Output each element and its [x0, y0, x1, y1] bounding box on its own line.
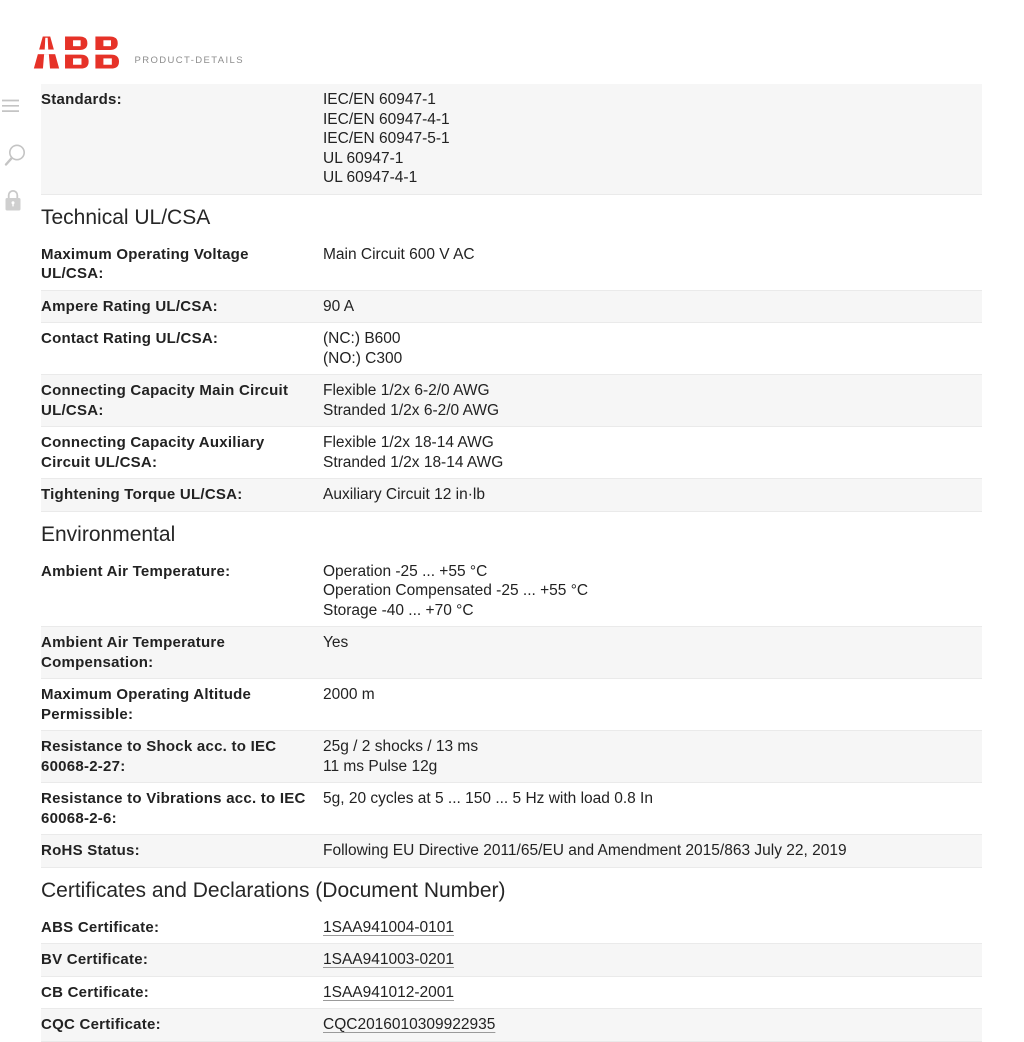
spec-value	[323, 918, 454, 938]
spec-value-line: UL 60947-1	[323, 149, 404, 167]
spec-value-line: 25g / 2 shocks / 13 ms	[323, 738, 479, 755]
menu-button[interactable]	[2, 98, 20, 114]
spec-value-line: (NO:) C300	[323, 349, 403, 367]
header	[0, 0, 1024, 84]
spec-row	[41, 479, 982, 512]
spec-label: RoHS Status:	[41, 842, 140, 859]
spec-value	[323, 1015, 495, 1035]
section-rows	[41, 239, 982, 512]
spec-value-line: Operation Compensated -25 ... +55 °C	[323, 582, 589, 599]
spec-value-line: Auxiliary Circuit 12 in·lb	[323, 486, 485, 503]
spec-value	[323, 789, 653, 809]
spec-row	[41, 944, 982, 977]
spec-value	[323, 245, 475, 265]
spec-value	[323, 737, 478, 776]
page-subtitle: PRODUCT-DETAILS	[134, 55, 244, 66]
spec-label: Tightening Torque UL/CSA:	[41, 486, 243, 503]
certificate-link[interactable]: 1SAA941003-0201	[323, 951, 455, 968]
spec-value	[323, 381, 499, 420]
spec-label: Maximum Operating Voltage UL/CSA:	[41, 245, 249, 282]
certificate-link[interactable]: 1SAA941004-0101	[323, 918, 455, 936]
spec-table	[41, 84, 982, 1042]
certificate-link[interactable]: 1SAA941012-2001	[323, 983, 455, 1001]
section-heading: Environmental	[41, 522, 176, 546]
spec-value-line: IEC/EN 60947-5-1	[323, 130, 450, 147]
spec-row	[41, 239, 982, 291]
spec-value-line: Flexible 1/2x 18-14 AWG	[323, 434, 494, 451]
spec-value	[323, 485, 485, 505]
spec-label: Ampere Rating UL/CSA:	[41, 297, 218, 315]
spec-value	[323, 433, 503, 472]
spec-label: Ambient Air Temperature:	[41, 562, 231, 580]
spec-label: Connecting Capacity Auxiliary Circuit UL/CSA:	[41, 434, 265, 471]
spec-value-line: Stranded 1/2x 18-14 AWG	[323, 453, 504, 471]
spec-row	[41, 912, 982, 945]
spec-value-line: 11 ms Pulse 12g	[323, 757, 438, 775]
spec-value	[323, 685, 375, 705]
spec-value	[323, 841, 847, 861]
spec-row	[41, 427, 982, 479]
spec-value-line: Following EU Directive 2011/65/EU and Amendment 2015/863 July 22, 2019	[323, 842, 847, 859]
spec-row	[41, 627, 982, 679]
section-rows	[41, 556, 982, 868]
spec-value-line: 5g, 20 cycles at 5 ... 150 ... 5 Hz with load 0.8 In	[323, 790, 653, 807]
spec-value-line: (NC:) B600	[323, 330, 401, 347]
spec-label: Contact Rating UL/CSA:	[41, 330, 219, 347]
spec-section	[41, 204, 982, 512]
section-heading: Certificates and Declarations (Document Number)	[41, 878, 506, 902]
spec-row	[41, 291, 982, 324]
spec-row	[41, 783, 982, 835]
spec-section	[41, 877, 982, 1042]
search-button[interactable]	[3, 143, 26, 169]
spec-label: Resistance to Vibrations acc. to IEC 60068-2-6:	[41, 790, 306, 827]
spec-row	[41, 1009, 982, 1042]
certificate-link[interactable]: CQC2016010309922935	[323, 1016, 496, 1033]
abb-logo	[33, 36, 119, 69]
spec-row	[41, 375, 982, 427]
spec-row	[41, 323, 982, 375]
spec-label: CB Certificate:	[41, 983, 149, 1001]
spec-value-line: 2000 m	[323, 686, 375, 703]
spec-value	[323, 633, 348, 653]
spec-value-line: IEC/EN 60947-1	[323, 91, 436, 108]
spec-row	[41, 84, 982, 195]
spec-label: Standards:	[41, 91, 122, 108]
spec-value	[323, 329, 402, 368]
spec-value-line: Stranded 1/2x 6-2/0 AWG	[323, 401, 500, 419]
spec-section	[41, 84, 982, 195]
spec-row	[41, 835, 982, 868]
spec-row	[41, 556, 982, 628]
lock-button[interactable]	[4, 189, 22, 212]
spec-value-line: Storage -40 ... +70 °C	[323, 601, 474, 619]
lock-icon	[4, 189, 22, 212]
spec-row	[41, 679, 982, 731]
spec-value-line: IEC/EN 60947-4-1	[323, 110, 450, 128]
spec-value-line: 90 A	[323, 297, 355, 315]
spec-value-line: Operation -25 ... +55 °C	[323, 562, 488, 580]
section-rows	[41, 912, 982, 1042]
search-icon	[3, 143, 26, 169]
spec-label: Resistance to Shock acc. to IEC 60068-2-27:	[41, 738, 277, 775]
spec-label: ABS Certificate:	[41, 918, 160, 936]
spec-value	[323, 950, 454, 970]
spec-value-line: UL 60947-4-1	[323, 169, 418, 186]
section-rows	[41, 84, 982, 195]
spec-row	[41, 977, 982, 1010]
spec-label: Maximum Operating Altitude Permissible:	[41, 686, 252, 723]
spec-value-line: Main Circuit 600 V AC	[323, 245, 475, 263]
spec-label: BV Certificate:	[41, 951, 149, 968]
section-heading: Technical UL/CSA	[41, 205, 211, 229]
spec-value	[323, 90, 450, 188]
menu-icon	[2, 98, 20, 114]
spec-section	[41, 521, 982, 868]
spec-value-line: Flexible 1/2x 6-2/0 AWG	[323, 382, 490, 399]
spec-label: CQC Certificate:	[41, 1016, 161, 1033]
spec-value-line: Yes	[323, 634, 349, 651]
spec-label: Connecting Capacity Main Circuit UL/CSA:	[41, 382, 289, 419]
spec-row	[41, 731, 982, 783]
spec-value	[323, 297, 354, 317]
spec-label: Ambient Air Temperature Compensation:	[41, 634, 226, 671]
spec-value	[323, 983, 454, 1003]
spec-value	[323, 562, 588, 621]
